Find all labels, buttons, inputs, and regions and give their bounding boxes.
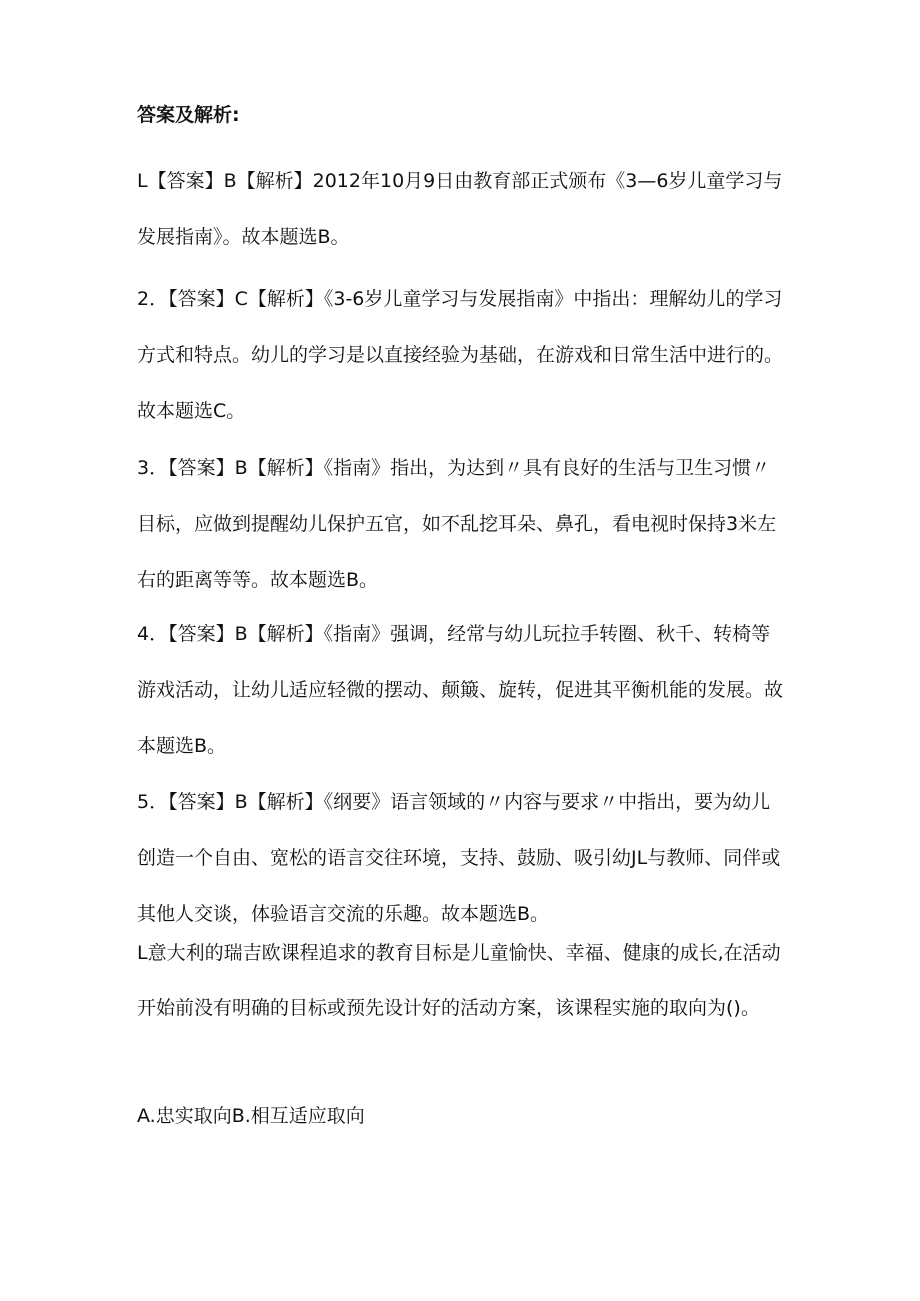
answer-paragraph-3: 3．【答案】B【解析】《指南》指出，为达到〃具有良好的生活与卫生习惯〃目标，应做到提醒幼儿保护五官，如不乱挖耳朵、鼻孔，看电视时保持3米左右的距离等等。故本题选B。 — [137, 457, 777, 591]
question-options: A.忠实取向B.相互适应取向 — [137, 1105, 365, 1127]
question-text: L意大利的瑞吉欧课程追求的教育目标是儿童愉快、幸福、健康的成长,在活动开始前没有明确的目标或预先设计好的活动方案，该课程实施的取向为()。 — [137, 942, 781, 1019]
answer-paragraph-1: L【答案】B【解析】2012年10月9日由教育部正式颁布《3—6岁儿童学习与发展指南》。故本题选B。 — [137, 170, 783, 248]
answers-heading: 答案及解析: — [137, 104, 240, 126]
answer-paragraph-2: 2．【答案】C【解析】《3-6岁儿童学习与发展指南》中指出：理解幼儿的学习方式和特点。幼儿的学习是以直接经验为基础，在游戏和日常生活中进行的。故本题选C。 — [137, 288, 784, 422]
answer-paragraph-5: 5．【答案】B【解析】《纲要》语言领域的〃内容与要求〃中指出，要为幼儿创造一个自由、宽松的语言交往环境，支持、鼓励、吸引幼JL与教师、同伴或其他人交谈，体验语言交流的乐趣。故本题选B。 — [137, 791, 781, 925]
answer-paragraph-4: 4．【答案】B【解析】《指南》强调，经常与幼儿玩拉手转圈、秋千、转椅等游戏活动，让幼儿适应轻微的摆动、颠簸、旋转，促进其平衡机能的发展。故本题选B。 — [137, 623, 784, 757]
